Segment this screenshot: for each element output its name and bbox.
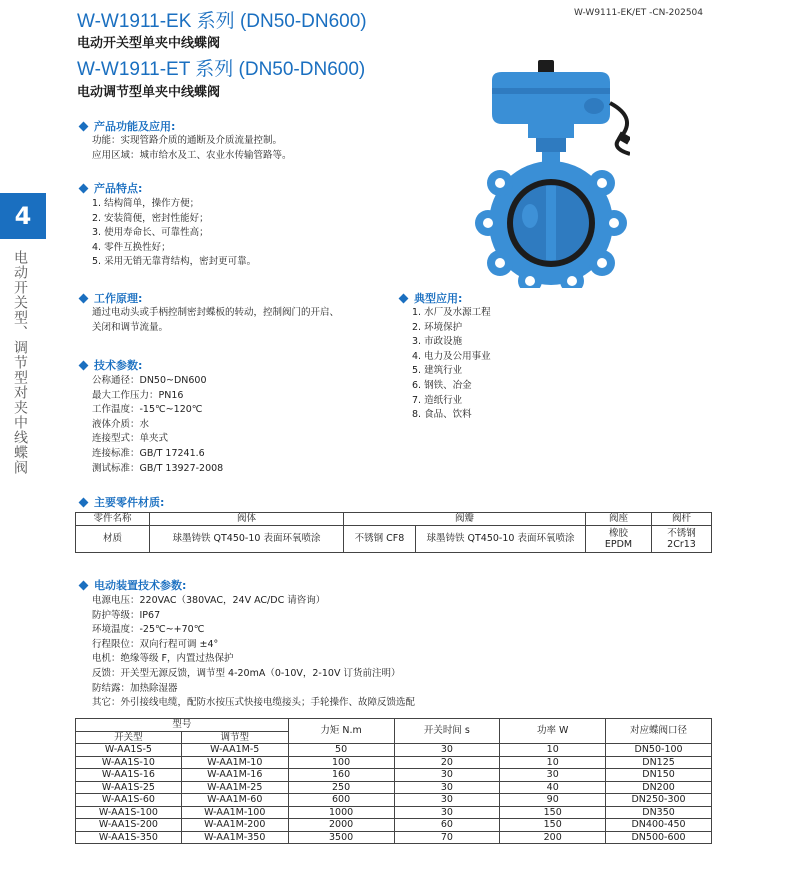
principle-text [92, 306, 339, 335]
table-row [76, 769, 712, 782]
table-cell [652, 526, 712, 553]
list-item: 3. 使用寿命长、可靠性高； [92, 227, 209, 239]
list-item: 反馈：开关型无源反馈，调节型 4-20mA（0-10V，2-10V 订货前注明） [92, 667, 401, 679]
table-cell: W-AA1S-25 [76, 781, 182, 794]
params-list [92, 374, 223, 476]
table-cell: 60 [394, 819, 500, 832]
table-cell: 40 [500, 781, 606, 794]
table-cell-line: 不锈钢 [667, 527, 696, 539]
table-row [76, 744, 712, 757]
table-cell: 30 [394, 781, 500, 794]
table-cell: 150 [500, 806, 606, 819]
table-header-cell: 功率 W [500, 719, 606, 744]
bullet-diamond-icon [79, 497, 89, 507]
list-item: 6. 钢铁、冶金 [412, 379, 472, 391]
table-cell-line: EPDM [604, 539, 633, 550]
table-row [76, 526, 712, 553]
subtitle-et: 电动调节型单夹中线蝶阀 [77, 85, 221, 100]
table-cell: 1000 [288, 806, 394, 819]
butterfly-valve-illustration [470, 58, 630, 288]
table-header-cell: 开关时间 s [394, 719, 500, 744]
table-cell: W-AA1S-60 [76, 794, 182, 807]
table-cell: W-AA1S-350 [76, 831, 182, 844]
table-cell: 30 [394, 794, 500, 807]
table-cell: 30 [394, 769, 500, 782]
table-header-cell: 阀杆 [652, 513, 712, 526]
table-header-cell: 力矩 N.m [288, 719, 394, 744]
table-cell: W-AA1M-60 [181, 794, 288, 807]
table-cell: 球墨铸铁 QT450-10 表面环氧喷涂 [150, 526, 344, 553]
electric-params-list [92, 594, 415, 711]
table-cell: 不锈钢 CF8 [344, 526, 416, 553]
table-header-cell: 型号 [76, 719, 289, 732]
table-cell: 70 [394, 831, 500, 844]
text-line: 功能：实现管路介质的通断及介质流量控制。 [92, 135, 283, 146]
table-cell [586, 526, 652, 553]
features-list [92, 197, 256, 270]
table-cell: W-AA1S-100 [76, 806, 182, 819]
list-item: 1. 水厂及水源工程 [412, 307, 491, 318]
text-line: 通过电动头或手柄控制密封蝶板的转动，控制阀门的开启、 [92, 307, 340, 318]
document-number: W-W9111-EK/ET -CN-202504 [574, 8, 704, 18]
table-cell: 材质 [76, 526, 150, 553]
table-cell: DN250-300 [606, 794, 712, 807]
table-cell: 160 [288, 769, 394, 782]
list-item: 连接标准：GB/T 17241.6 [92, 447, 205, 459]
chapter-label: 电动开关型、调节型对夹中线蝶阀 [12, 250, 28, 475]
table-cell: 50 [288, 744, 394, 757]
table-cell: W-AA1S-16 [76, 769, 182, 782]
section-heading-params: 技术参数: [80, 357, 142, 373]
list-item: 电源电压：220VAC（380VAC，24V AC/DC 请咨询） [92, 595, 326, 606]
list-item: 测试标准：GB/T 13927-2008 [92, 462, 224, 474]
table-header-cell: 对应蝶阀口径 [606, 719, 712, 744]
list-item: 行程限位：双向行程可调 ±4° [92, 638, 219, 650]
list-item: 环境温度：-25℃~+70℃ [92, 624, 205, 636]
text-line: 关闭和调节流量。 [92, 321, 169, 333]
list-item: 2. 安装简便，密封性能好； [92, 212, 209, 224]
section-heading-materials: 主要零件材质: [80, 494, 164, 510]
title-ek: W-W1911-EK 系列 (DN50-DN600) [77, 11, 367, 32]
list-item: 8. 食品、饮料 [412, 409, 472, 421]
section-heading-electric: 电动装置技术参数: [80, 577, 186, 593]
list-item: 防护等级：IP67 [92, 609, 161, 621]
table-cell: DN500-600 [606, 831, 712, 844]
table-cell: W-AA1M-25 [181, 781, 288, 794]
list-item: 3. 市政设施 [412, 336, 463, 348]
section-heading-features: 产品特点: [80, 180, 142, 196]
table-cell: 150 [500, 819, 606, 832]
table-cell: W-AA1S-10 [76, 756, 182, 769]
bullet-diamond-icon [79, 121, 89, 131]
list-item: 液体介质：水 [92, 418, 150, 430]
list-item: 工作温度：-15℃~120℃ [92, 404, 203, 416]
table-cell: 600 [288, 794, 394, 807]
table-cell: W-AA1M-350 [181, 831, 288, 844]
table-cell: DN400-450 [606, 819, 712, 832]
table-header-cell: 调节型 [181, 731, 288, 744]
table-cell: 250 [288, 781, 394, 794]
list-item: 1. 结构简单，操作方便； [92, 198, 200, 209]
table-cell: 2000 [288, 819, 394, 832]
table-cell: DN125 [606, 756, 712, 769]
table-header-cell: 零件名称 [76, 513, 150, 526]
bullet-diamond-icon [79, 293, 89, 303]
table-cell: DN50-100 [606, 744, 712, 757]
bullet-diamond-icon [79, 183, 89, 193]
table-row [76, 819, 712, 832]
bullet-diamond-icon [79, 580, 89, 590]
table-cell: W-AA1M-5 [181, 744, 288, 757]
actuator-spec-table [75, 718, 712, 844]
list-item: 其它：外引接线电缆，配防水按压式快接电缆接头；手轮操作、故障反馈选配 [92, 697, 416, 709]
table-cell: 30 [500, 769, 606, 782]
table-cell: DN150 [606, 769, 712, 782]
section-heading-function: 产品功能及应用: [80, 118, 175, 134]
table-cell: 30 [394, 806, 500, 819]
table-cell: DN350 [606, 806, 712, 819]
list-item: 电机：绝缘等级 F，内置过热保护 [92, 653, 234, 665]
list-item: 2. 环境保护 [412, 321, 463, 333]
list-item: 公称通径：DN50~DN600 [92, 375, 207, 386]
subtitle-ek: 电动开关型单夹中线蝶阀 [77, 36, 221, 51]
table-cell: 球墨铸铁 QT450-10 表面环氧喷涂 [416, 526, 586, 553]
table-cell: W-AA1M-100 [181, 806, 288, 819]
table-row [76, 806, 712, 819]
table-row [76, 831, 712, 844]
table-cell-line: 橡胶 [608, 527, 628, 539]
table-cell: 200 [500, 831, 606, 844]
table-cell: W-AA1S-200 [76, 819, 182, 832]
table-cell: 100 [288, 756, 394, 769]
table-cell: 90 [500, 794, 606, 807]
list-item: 连接型式：单夹式 [92, 433, 169, 445]
list-item: 4. 零件互换性好； [92, 241, 171, 253]
spec-table-body [76, 744, 712, 844]
table-header-row [76, 513, 712, 526]
table-header-cell: 阀体 [150, 513, 344, 526]
bullet-diamond-icon [399, 293, 409, 303]
materials-table [75, 512, 712, 553]
table-row [76, 756, 712, 769]
list-item: 7. 造纸行业 [412, 394, 463, 406]
function-text [92, 134, 292, 163]
table-cell: W-AA1M-16 [181, 769, 288, 782]
table-header-cell: 阀座 [586, 513, 652, 526]
table-header-cell: 阀瓣 [344, 513, 586, 526]
list-item: 5. 采用无销无靠背结构，密封更可靠。 [92, 256, 257, 268]
table-header-cell: 开关型 [76, 731, 182, 744]
table-cell: 10 [500, 756, 606, 769]
table-cell: 3500 [288, 831, 394, 844]
title-et: W-W1911-ET 系列 (DN50-DN600) [77, 59, 366, 80]
text-line: 应用区域：城市给水及工、农业水传输管路等。 [92, 149, 292, 161]
table-cell: DN200 [606, 781, 712, 794]
list-item: 4. 电力及公用事业 [412, 350, 491, 362]
list-item: 最大工作压力：PN16 [92, 389, 184, 401]
table-cell: 20 [394, 756, 500, 769]
list-item: 5. 建筑行业 [412, 365, 463, 377]
table-cell: W-AA1M-200 [181, 819, 288, 832]
table-row [76, 781, 712, 794]
chapter-number: 4 [0, 193, 46, 239]
table-cell-line: 2Cr13 [667, 539, 696, 550]
section-heading-principle: 工作原理: [80, 290, 142, 306]
section-heading-applications: 典型应用: [400, 290, 462, 306]
list-item: 防结露：加热除湿器 [92, 682, 178, 694]
table-cell: W-AA1S-5 [76, 744, 182, 757]
table-cell: 30 [394, 744, 500, 757]
bullet-diamond-icon [79, 360, 89, 370]
table-row [76, 794, 712, 807]
table-cell: W-AA1M-10 [181, 756, 288, 769]
applications-list [412, 306, 491, 423]
table-cell: 10 [500, 744, 606, 757]
table-header-row [76, 719, 712, 732]
